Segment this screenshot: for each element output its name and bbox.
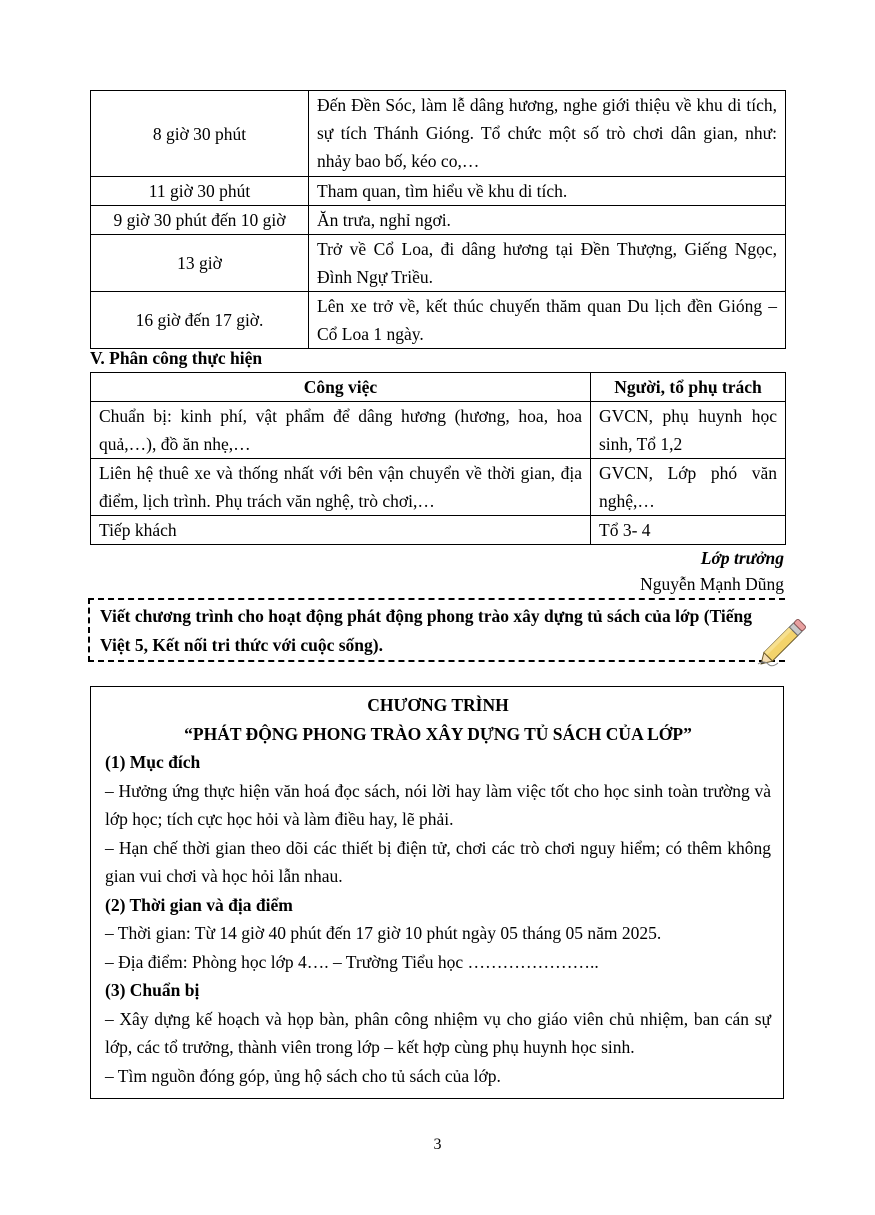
prep-item: – Tìm nguồn đóng góp, ủng hộ sách cho tủ sách của lớp.: [105, 1065, 501, 1086]
time-cell: 16 giờ đến 17 giờ.: [91, 292, 309, 349]
table-row: [91, 177, 786, 206]
person-cell: Tổ 3- 4: [591, 516, 786, 545]
time-cell: 13 giờ: [91, 235, 309, 292]
signature-role: Lớp trưởng: [700, 548, 784, 568]
time-line: – Thời gian: Từ 14 giờ 40 phút đến 17 giờ 10 phút ngày 05 tháng 05 năm 2025.: [105, 923, 662, 943]
task-prompt-box: [88, 598, 785, 662]
purpose-heading: (1) Mục đích: [105, 752, 201, 772]
table-row: [91, 402, 786, 459]
schedule-table: [90, 90, 786, 349]
task-prompt-text: Viết chương trình cho hoạt động phát động phong trào xây dựng tủ sách của lớp (Tiếng Việt 5, Kết nối tri thức với cuộc sống).: [100, 606, 753, 655]
task-cell: Chuẩn bị: kinh phí, vật phẩm để dâng hương (hương, hoa, hoa quả,…), đồ ăn nhẹ,…: [91, 402, 591, 459]
task-cell: Tiếp khách: [91, 516, 591, 545]
program-subtitle: “PHÁT ĐỘNG PHONG TRÀO XÂY DỰNG TỦ SÁCH CỦA LỚP”: [184, 723, 692, 744]
assignment-table: [90, 372, 786, 545]
column-header-task: Công việc: [91, 373, 591, 402]
time-cell: 9 giờ 30 phút đến 10 giờ: [91, 206, 309, 235]
time-cell: 11 giờ 30 phút: [91, 177, 309, 206]
table-row: [91, 459, 786, 516]
purpose-item: – Hạn chế thời gian theo dõi các thiết bị điện tử, chơi các trò chơi nguy hiểm; có thêm không gian vui chơi và học hỏi lẫn nhau.: [105, 837, 771, 886]
table-row: [91, 292, 786, 349]
activity-cell: Đến Đền Sóc, làm lễ dâng hương, nghe giới thiệu về khu di tích, sự tích Thánh Gióng. Tổ chức một số trò chơi dân gian, như: nhảy bao bố, kéo co,…: [309, 91, 786, 177]
place-line: – Địa điểm: Phòng học lớp 4…. – Trường Tiểu học …………………..: [105, 951, 599, 972]
column-header-person: Người, tổ phụ trách: [591, 373, 786, 402]
purpose-item: – Hưởng ứng thực hiện văn hoá đọc sách, nói lời hay làm việc tốt cho học sinh toàn trường và lớp học; tích cực học hỏi và làm điều hay, lẽ phải.: [105, 780, 771, 829]
table-header-row: [91, 373, 786, 402]
signature-name: Nguyễn Mạnh Dũng: [640, 574, 784, 594]
table-row: [91, 235, 786, 292]
program-box: [90, 686, 784, 1099]
section-heading: V. Phân công thực hiện: [90, 348, 263, 368]
activity-cell: Tham quan, tìm hiểu về khu di tích.: [309, 177, 786, 206]
table-row: [91, 91, 786, 177]
task-cell: Liên hệ thuê xe và thống nhất với bên vận chuyển về thời gian, địa điểm, lịch trình. Phụ trách văn nghệ, trò chơi,…: [91, 459, 591, 516]
table-row: [91, 516, 786, 545]
activity-cell: Lên xe trở về, kết thúc chuyến thăm quan Du lịch đền Gióng – Cổ Loa 1 ngày.: [309, 292, 786, 349]
prep-item: – Xây dựng kế hoạch và họp bàn, phân công nhiệm vụ cho giáo viên chủ nhiệm, ban cán sự lớp, các tổ trưởng, thành viên trong lớp – kết hợp cùng phụ huynh học sinh.: [105, 1008, 771, 1057]
page-number: 3: [433, 1136, 442, 1153]
activity-cell: Trở về Cổ Loa, đi dâng hương tại Đền Thượng, Giếng Ngọc, Đình Ngự Triều.: [309, 235, 786, 292]
program-title: CHƯƠNG TRÌNH: [367, 695, 509, 715]
pencil-icon: [752, 614, 814, 670]
person-cell: GVCN, phụ huynh học sinh, Tổ 1,2: [591, 402, 786, 459]
time-heading: (2) Thời gian và địa điểm: [105, 894, 293, 915]
time-cell: 8 giờ 30 phút: [91, 91, 309, 177]
table-row: [91, 206, 786, 235]
activity-cell: Ăn trưa, nghỉ ngơi.: [309, 206, 786, 235]
person-cell: GVCN, Lớp phó văn nghệ,…: [591, 459, 786, 516]
prep-heading: (3) Chuẩn bị: [105, 980, 200, 1000]
